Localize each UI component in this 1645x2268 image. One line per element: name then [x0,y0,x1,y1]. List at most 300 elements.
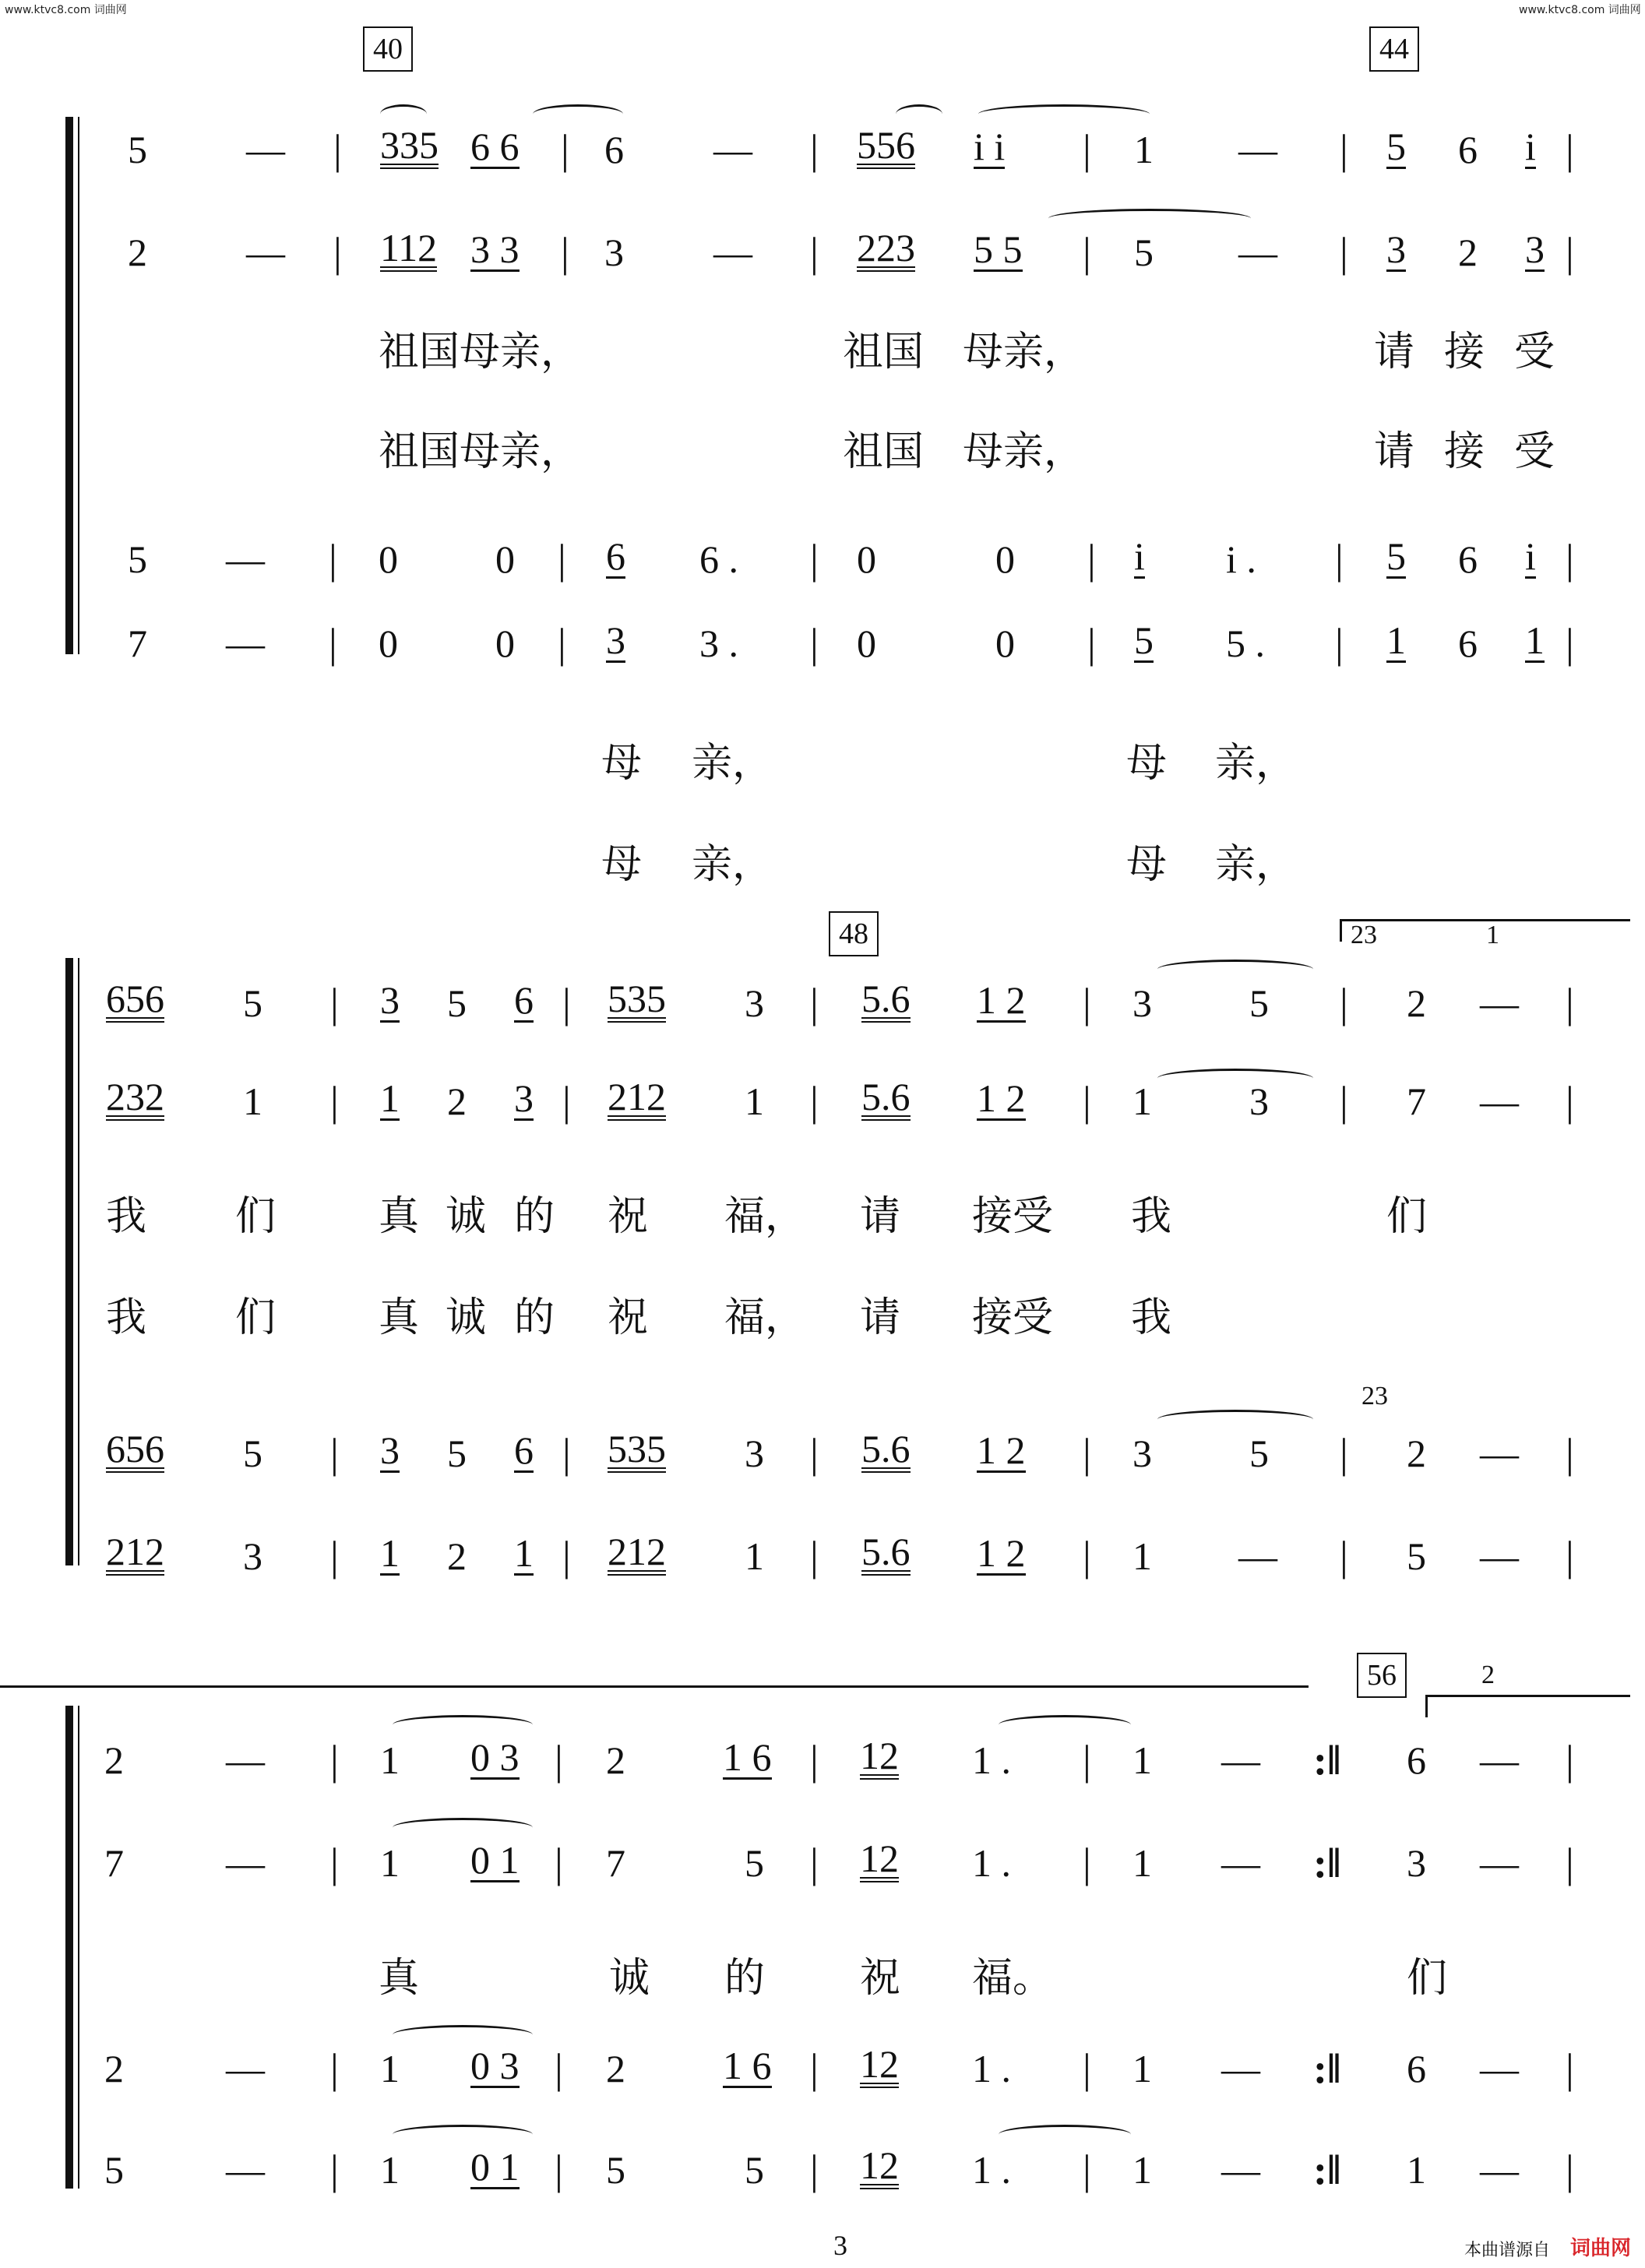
note: 5.6 [861,1533,911,1576]
lyric: 祖国 [843,329,925,375]
lyric: 受 [1514,428,1555,475]
barline: | [1340,229,1348,276]
repeat-end-sign: :‖ [1313,1840,1341,1886]
lyric: 母 [1126,841,1168,888]
note: 2 [128,231,147,274]
note: 656 [106,1430,164,1473]
dash: — [1221,1738,1260,1782]
dash: — [1238,1534,1277,1578]
dash: — [246,231,285,274]
repeat-end-sign: :‖ [1313,2045,1341,2092]
note: 1 [1407,2148,1426,2192]
barline: | [330,1078,339,1125]
barline: | [810,620,819,667]
lyric: 接受 [972,1193,1054,1240]
note: 212 [608,1078,666,1121]
note: 12 [860,1737,899,1780]
note: 5 [1134,231,1154,274]
barline: | [1083,2146,1091,2193]
barline: | [1566,536,1574,583]
dash: — [1480,981,1519,1025]
note: 1 [1525,618,1545,662]
tie-line [0,1685,1309,1688]
lyric: 祝 [860,1955,901,2002]
note: 1 [1132,1534,1152,1578]
note: i [1525,125,1536,168]
lyric: 亲， [692,841,773,888]
note: 2 [447,1534,467,1578]
lyric: 的 [514,1193,555,1240]
rest: 0 [379,622,398,665]
lyric: 真 [379,1193,420,1240]
dash: — [1221,2047,1260,2090]
barline: | [1083,1430,1091,1477]
dash: — [226,1841,265,1885]
lyric: 祝 [608,1294,649,1341]
dash: — [1238,231,1277,274]
slur [999,2125,1131,2144]
note: 12 [860,2146,899,2189]
page-number: 3 [833,2230,847,2261]
lyric: 福， [724,1193,806,1240]
barline: | [555,2146,563,2193]
lyric: 母亲， [963,428,1085,475]
note: 5 [606,2148,625,2192]
system-1-lyrics-1 [0,327,1645,377]
note: 3 [1386,227,1406,271]
slur [896,104,942,124]
barline: | [1083,1840,1091,1886]
grace-note-label-lower: 23 [1361,1382,1388,1410]
note: 0 1 [470,1838,520,1882]
note: 6 [514,1428,534,1472]
bar-number-44: 44 [1369,26,1419,72]
lyric: 我 [106,1193,147,1240]
lyric: 我 [106,1294,147,1341]
volta-ending-2: 2 [1481,1660,1495,1689]
note: 6 [514,978,534,1022]
note: 5 [447,1432,467,1475]
note: 6 [1458,537,1478,581]
note: 3 . [699,622,738,665]
note: 6 [1458,622,1478,665]
dash: — [246,128,285,171]
note: 3 [514,1076,534,1120]
note: 3 [1525,227,1545,271]
rest: 0 [995,537,1015,581]
bar-number-48: 48 [829,911,879,956]
barline: | [1340,1078,1348,1125]
note: 3 [1132,981,1152,1025]
note: 3 [1407,1841,1426,1885]
barline: | [329,536,337,583]
note: 2 [447,1079,467,1123]
bar-number-40: 40 [363,26,413,72]
dash: — [1480,1079,1519,1123]
barline: | [555,1737,563,1784]
barline: | [1566,1533,1574,1580]
barline: | [555,2045,563,2092]
barline: | [810,2146,819,2193]
system-2-row-2 [0,1075,1645,1125]
barline: | [1340,1533,1348,1580]
note: 6 [1407,2047,1426,2090]
slur [1157,960,1313,979]
note: 5 [447,981,467,1025]
barline: | [1340,126,1348,173]
note: 1 [1386,618,1406,662]
repeat-end-sign: :‖ [1313,1737,1341,1784]
barline: | [810,126,819,173]
lyric: 福， [724,1294,806,1341]
lyric: 真 [379,1294,420,1341]
note: i i [974,125,1006,168]
note: 6 [604,128,624,171]
note: 656 [106,980,164,1023]
barline: | [558,620,566,667]
note: 1 [745,1079,764,1123]
lyric: 的 [724,1955,766,2002]
barline: | [561,126,569,173]
dash: — [226,2047,265,2090]
dash: — [1480,1738,1519,1782]
dash: — [1480,1534,1519,1578]
note: 1 2 [977,1531,1026,1575]
slur [393,2025,533,2044]
note: 5 [1407,1534,1426,1578]
barline: | [810,229,819,276]
slur [1157,1410,1313,1429]
note: 3 [1249,1079,1269,1123]
lyric: 们 [235,1294,277,1341]
slur [393,2125,533,2144]
lyric: 母 [601,740,643,787]
note: 6 [606,534,625,578]
dash: — [1221,1841,1260,1885]
barline: | [562,980,571,1027]
lyric: 亲， [1215,740,1297,787]
note: 6 . [699,537,738,581]
note: 3 [745,1432,764,1475]
header-watermark-left: www.ktvc8.com 词曲网 [5,4,127,16]
note: 335 [380,126,439,169]
system-1-row-4 [0,620,1645,667]
note: 2 [1407,1432,1426,1475]
note: 5.6 [861,1430,911,1473]
note: 5 [1386,125,1406,168]
note: 12 [860,1840,899,1882]
barline: | [558,536,566,583]
lyric: 祝 [608,1193,649,1240]
note: 2 [104,1738,124,1782]
barline: | [562,1533,571,1580]
system-1-lyrics-2 [0,427,1645,477]
note: 1 [1132,2148,1152,2192]
header-watermark-right: www.ktvc8.com 词曲网 [1519,4,1641,16]
rest: 0 [857,622,876,665]
system-1-row-3 [0,536,1645,583]
note: 1 . [972,1738,1011,1782]
note: 1 . [972,2148,1011,2192]
note: 5 5 [974,227,1023,271]
barline: | [1566,2146,1574,2193]
barline: | [330,1533,339,1580]
dash: — [1480,2047,1519,2090]
note: 535 [608,1430,666,1473]
slur [978,104,1150,124]
barline: | [1340,980,1348,1027]
note: 1 [745,1534,764,1578]
note: 1 [380,1738,400,1782]
note: 3 [606,618,625,662]
lyric: 们 [1386,1193,1428,1240]
barline: | [1083,1533,1091,1580]
barline: | [1083,1737,1091,1784]
note: 3 [380,978,400,1022]
lyric: 诚 [446,1294,487,1341]
lyric: 我 [1131,1193,1172,1240]
system-3-lyrics-1 [0,1953,1645,2003]
volta-bracket-system-2 [1340,919,1630,942]
barline: | [1335,620,1344,667]
note: 212 [608,1533,666,1576]
note: 5 [745,2148,764,2192]
note: 5 [745,1841,764,1885]
note: 232 [106,1078,164,1121]
barline: | [330,1737,339,1784]
barline: | [1083,2045,1091,2092]
barline: | [810,1737,819,1784]
note: 3 [604,231,624,274]
note: 0 3 [470,1735,520,1779]
barline: | [562,1078,571,1125]
note: 7 [1407,1079,1426,1123]
note: 2 [606,1738,625,1782]
system-2-lyrics-2 [0,1293,1645,1343]
dash: — [713,231,752,274]
lyric: 的 [514,1294,555,1341]
lyric: 亲， [692,740,773,787]
dash: — [1221,2148,1260,2192]
note: 6 [1458,128,1478,171]
volta-ending-1: 1 [1486,921,1499,949]
note: 1 6 [723,2044,772,2087]
lyric: 请 [860,1193,901,1240]
slur [1048,209,1251,228]
lyric: 亲， [1215,841,1297,888]
note: 0 1 [470,2145,520,2189]
note: 5.6 [861,1078,911,1121]
lyric: 接受 [972,1294,1054,1341]
lyric: 真 [379,1955,420,2002]
brand-logo-text[interactable]: 词曲网 [1570,2237,1632,2260]
barline: | [1566,1737,1574,1784]
barline: | [329,620,337,667]
note: 1 [380,1076,400,1120]
barline: | [810,1078,819,1125]
barline: | [1566,126,1574,173]
note: 3 3 [470,227,520,271]
barline: | [1566,980,1574,1027]
barline: | [330,1840,339,1886]
note: 2 [104,2047,124,2090]
note: 2 [1407,981,1426,1025]
rest: 0 [495,622,515,665]
note: 6 [1407,1738,1426,1782]
system-1-lyrics-3 [0,738,1645,788]
lyric: 诚 [446,1193,487,1240]
note: 1 [514,1531,534,1575]
barline: | [333,229,342,276]
dash: — [713,128,752,171]
barline: | [1566,620,1574,667]
barline: | [810,2045,819,2092]
note: 1 [1132,2047,1152,2090]
note: 5 [128,128,147,171]
note: 535 [608,980,666,1023]
lyric: 请 [860,1294,901,1341]
lyric: 祖国母亲， [379,329,582,375]
barline: | [810,536,819,583]
note: 223 [857,229,915,272]
source-note: 本曲谱源自 [1464,2241,1551,2260]
lyric: 诚 [609,1955,650,2002]
note: i [1525,534,1536,578]
note: 1 [243,1079,262,1123]
system-3-row-2 [0,1837,1645,1886]
system-1-lyrics-4 [0,840,1645,889]
note: 0 3 [470,2044,520,2087]
slur [533,104,623,124]
note: 1 . [972,1841,1011,1885]
rest: 0 [995,622,1015,665]
rest: 0 [379,537,398,581]
note: 1 [1134,128,1154,171]
system-2-row-3 [0,1427,1645,1477]
rest: 0 [495,537,515,581]
barline: | [810,1430,819,1477]
note: 5 [1386,534,1406,578]
note: 3 [1132,1432,1152,1475]
note: 5 [1249,981,1269,1025]
note: 6 6 [470,125,520,168]
barline: | [330,2045,339,2092]
system-1-row-1 [0,123,1645,173]
barline: | [330,2146,339,2193]
note: 12 [860,2045,899,2088]
dash: — [226,1738,265,1782]
lyric: 福。 [972,1955,1054,2002]
note: 556 [857,126,915,169]
note: 5 [104,2148,124,2192]
system-3-row-3 [0,2042,1645,2092]
lyric: 母亲， [963,329,1085,375]
lyric: 请 [1374,329,1415,375]
lyric: 母 [601,841,643,888]
system-3-row-4 [0,2143,1645,2193]
note: 112 [380,229,437,272]
barline: | [1335,536,1344,583]
note: 1 . [972,2047,1011,2090]
note: 3 [243,1534,262,1578]
barline: | [333,126,342,173]
barline: | [1083,229,1091,276]
barline: | [1566,1840,1574,1886]
note: 1 [1132,1079,1152,1123]
barline: | [1083,126,1091,173]
note: 1 2 [977,1076,1026,1120]
note: 7 [606,1841,625,1885]
note: 2 [1458,231,1478,274]
note: 1 6 [723,1735,772,1779]
note: 5 [243,981,262,1025]
barline: | [1087,536,1096,583]
barline: | [330,980,339,1027]
note: 1 [380,2148,400,2192]
lyric: 受 [1514,329,1555,375]
barline: | [555,1840,563,1886]
bar-number-56: 56 [1357,1653,1407,1698]
note: 3 [380,1428,400,1472]
note: 3 [745,981,764,1025]
note: 1 [380,2047,400,2090]
barline: | [562,1430,571,1477]
barline: | [810,1533,819,1580]
system-1-row-2 [0,226,1645,276]
barline: | [810,1840,819,1886]
note: 7 [128,622,147,665]
lyric: 们 [235,1193,277,1240]
dash: — [226,537,265,581]
note: 5 [128,537,147,581]
lyric: 接 [1444,428,1485,475]
lyric: 母 [1126,740,1168,787]
note: 5 [1134,618,1154,662]
slur [393,1818,533,1837]
barline: | [1566,1078,1574,1125]
volta-bracket-system-3 [1425,1695,1630,1717]
slur [380,104,427,124]
barline: | [1566,1430,1574,1477]
lyric: 我 [1131,1294,1172,1341]
note: 5 [1249,1432,1269,1475]
slur [999,1715,1131,1734]
note: 1 [1132,1738,1152,1782]
system-2-row-4 [0,1530,1645,1580]
dash: — [1238,128,1277,171]
repeat-end-sign: :‖ [1313,2146,1341,2193]
rest: 0 [857,537,876,581]
barline: | [330,1430,339,1477]
system-2-row-1 [0,977,1645,1027]
note: 1 2 [977,1428,1026,1472]
barline: | [1083,980,1091,1027]
grace-note-label: 23 [1351,921,1377,949]
dash: — [226,2148,265,2192]
dash: — [1480,2148,1519,2192]
barline: | [1566,2045,1574,2092]
system-2-lyrics-1 [0,1192,1645,1241]
note: i . [1226,537,1256,581]
note: 1 2 [977,978,1026,1022]
lyric: 们 [1407,1955,1448,2002]
lyric: 接 [1444,329,1485,375]
system-3-row-1 [0,1734,1645,1784]
dash: — [1480,1841,1519,1885]
note: 5 [243,1432,262,1475]
slur [393,1715,533,1734]
lyric: 祖国 [843,428,925,475]
